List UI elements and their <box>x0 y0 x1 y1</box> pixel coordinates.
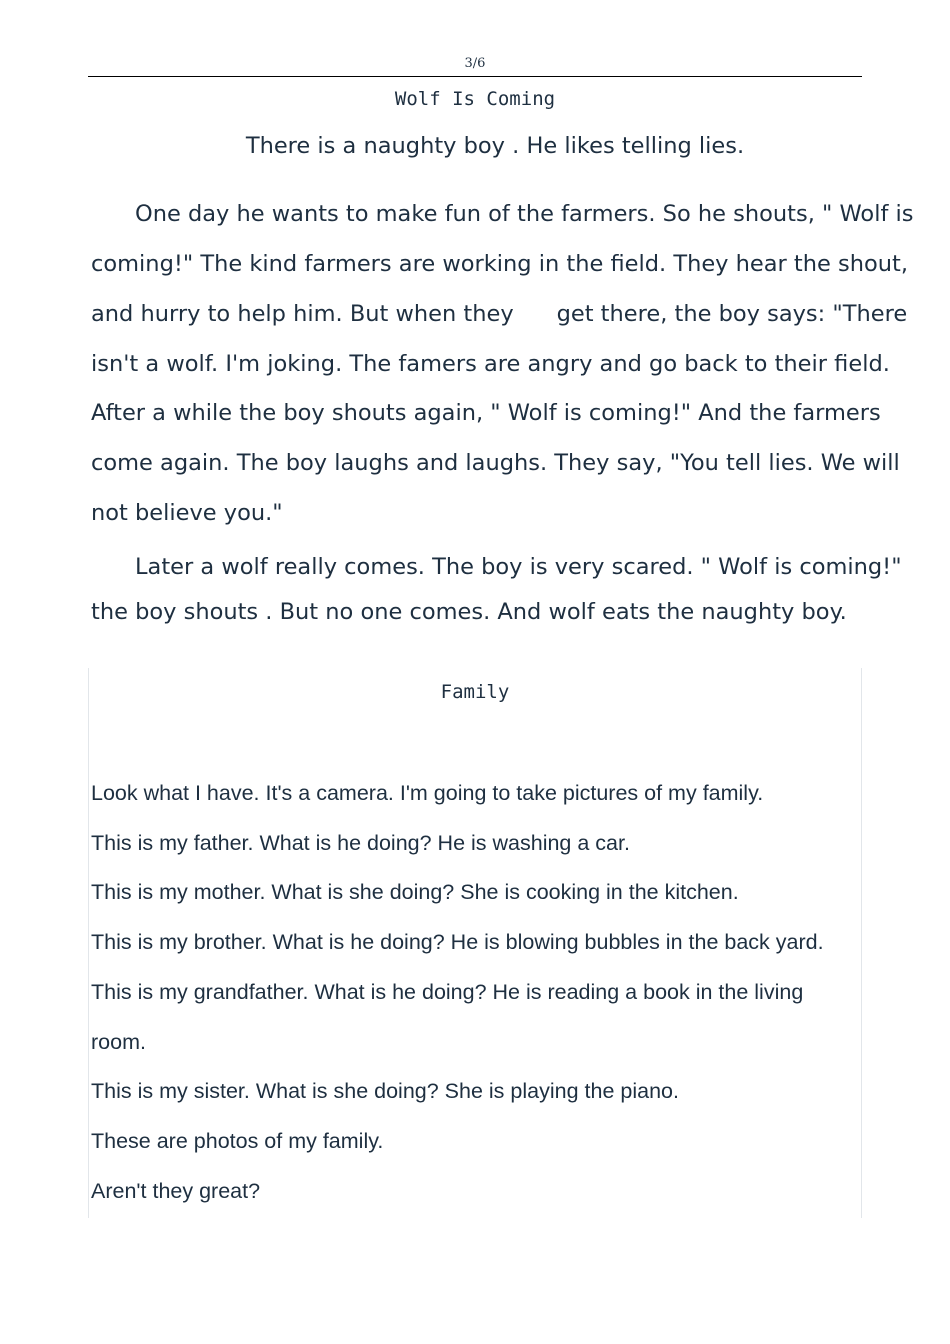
story-title: Wolf Is Coming <box>394 88 556 110</box>
family-line: This is my sister. What is she doing? She is playing the piano. <box>91 1079 679 1103</box>
family-line: Look what I have. It's a camera. I'm going to take pictures of my family. <box>91 781 764 805</box>
paragraph-line: not believe you." <box>91 500 283 526</box>
paragraph-line: One day he wants to make fun of the farmers. So he shouts, " Wolf is <box>135 201 914 227</box>
family-line: This is my mother. What is she doing? She is cooking in the kitchen. <box>91 880 739 904</box>
family-line: This is my father. What is he doing? He is washing a car. <box>91 831 630 855</box>
paragraph-line: Later a wolf really comes. The boy is very scared. " Wolf is coming!" <box>135 554 902 580</box>
page-number: 3/6 <box>464 56 486 71</box>
family-line: Aren't they great? <box>91 1179 261 1203</box>
paragraph-line: and hurry to help him. But when they get there, the boy says: "There <box>91 301 908 327</box>
page-header <box>88 56 862 77</box>
paragraph-line: After a while the boy shouts again, " Wolf is coming!" And the farmers <box>91 400 881 426</box>
paragraph-line: come again. The boy laughs and laughs. They say, "You tell lies. We will <box>91 450 900 476</box>
paragraph-line: the boy shouts . But no one comes. And wolf eats the naughty boy. <box>91 599 847 625</box>
family-line: This is my brother. What is he doing? He is blowing bubbles in the back yard. <box>91 930 824 954</box>
family-line: These are photos of my family. <box>91 1129 384 1153</box>
section-title: Family <box>440 681 510 703</box>
family-line: room. <box>91 1030 146 1054</box>
story-subtitle: There is a naughty boy . He likes telling lies. <box>245 133 745 159</box>
family-line: This is my grandfather. What is he doing? He is reading a book in the living <box>91 980 804 1004</box>
paragraph-line: isn't a wolf. I'm joking. The famers are angry and go back to their field. <box>91 351 890 377</box>
paragraph-line: coming!" The kind farmers are working in the field. They hear the shout, <box>91 251 908 277</box>
